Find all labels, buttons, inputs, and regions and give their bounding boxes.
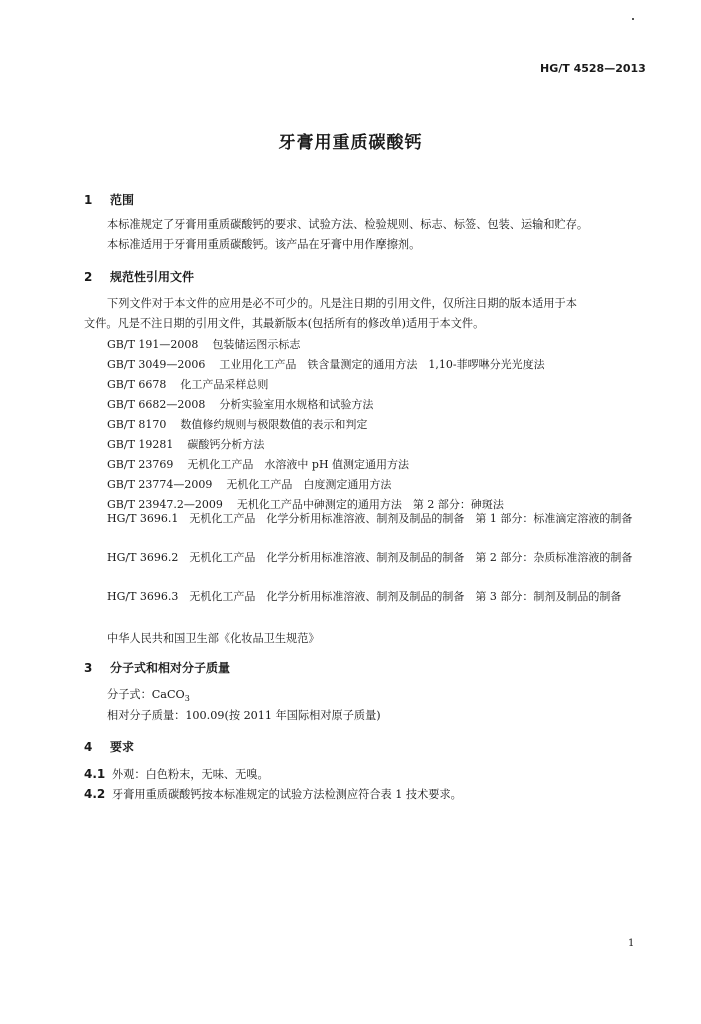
reference-title: 碳酸钙分析方法 <box>187 438 265 451</box>
reference-title: 数值修约规则与极限数值的表示和判定 <box>180 418 368 431</box>
scan-speck <box>632 18 634 20</box>
clause-4-1 <box>84 766 269 783</box>
reference-code: GB/T 6678 <box>107 378 167 391</box>
reference-code: GB/T 23774—2009 <box>107 478 213 491</box>
molecular-formula <box>107 686 190 707</box>
section-number: 3 <box>84 661 93 675</box>
hg-reference-item <box>84 508 644 529</box>
formula-text: 分子式：CaCO <box>107 688 185 701</box>
formula-subscript: 3 <box>184 694 190 704</box>
reference-item <box>107 476 391 492</box>
hg-reference-text: HG/T 3696.3 无机化工产品 化学分析用标准溶液、制剂及制品的制备 第 3 部分：制剂及制品的制备 <box>107 590 622 603</box>
section-3-heading <box>84 659 230 676</box>
reference-item <box>107 396 373 412</box>
reference-title: 工业用化工产品 铁含量测定的通用方法 1,10-菲啰啉分光光度法 <box>219 358 545 371</box>
scope-paragraph-1: 本标准规定了牙膏用重质碳酸钙的要求、试验方法、检验规则、标志、标签、包装、运输和贮存。 <box>107 218 589 231</box>
reference-code: GB/T 23947.2—2009 <box>107 498 223 511</box>
reference-code: GB/T 8170 <box>107 418 167 431</box>
scope-paragraph-2: 本标准适用于牙膏用重质碳酸钙。该产品在牙膏中用作摩擦剂。 <box>107 238 421 251</box>
clause-4-2 <box>84 786 462 803</box>
section-title: 规范性引用文件 <box>110 270 195 284</box>
reference-title: 无机化工产品 白度测定通用方法 <box>226 478 392 491</box>
reference-code: GB/T 6682—2008 <box>107 398 206 411</box>
reference-title: 无机化工产品中砷测定的通用方法 第 2 部分：砷斑法 <box>236 498 504 511</box>
reference-title: 化工产品采样总则 <box>180 378 269 391</box>
reference-title: 包装储运图示标志 <box>212 338 301 351</box>
standard-id: HG/T 4528—2013 <box>540 62 646 75</box>
reference-code: GB/T 3049—2006 <box>107 358 206 371</box>
clause-text: 牙膏用重质碳酸钙按本标准规定的试验方法检测应符合表 1 技术要求。 <box>112 788 462 801</box>
section-2-heading <box>84 268 194 285</box>
reference-code: GB/T 191—2008 <box>107 338 199 351</box>
document-title: 牙膏用重质碳酸钙 <box>278 133 423 153</box>
clause-text: 外观：白色粉末，无味、无嗅。 <box>112 768 269 781</box>
section-number: 1 <box>84 193 93 207</box>
clause-number: 4.1 <box>84 767 106 781</box>
clause-number: 4.2 <box>84 787 106 801</box>
reference-title: 无机化工产品 水溶液中 pH 值测定通用方法 <box>187 458 410 471</box>
reference-item <box>107 356 545 372</box>
reference-code: GB/T 19281 <box>107 438 174 451</box>
reference-item <box>107 436 264 452</box>
references-intro-line-1: 下列文件对于本文件的应用是必不可少的。凡是注日期的引用文件，仅所注日期的版本适用于本 <box>107 297 577 310</box>
section-title: 范围 <box>110 193 135 207</box>
section-4-heading <box>84 738 134 755</box>
hg-reference-text: HG/T 3696.2 无机化工产品 化学分析用标准溶液、制剂及制品的制备 第 2 部分：杂质标准溶液的制备 <box>107 551 633 564</box>
regulation-reference: 中华人民共和国卫生部《化妆品卫生规范》 <box>107 632 320 645</box>
section-1-heading <box>84 191 134 208</box>
section-title: 要求 <box>110 740 135 754</box>
references-intro-line-2: 文件。凡是不注日期的引用文件，其最新版本(包括所有的修改单)适用于本文件。 <box>84 317 485 330</box>
reference-item <box>107 376 268 392</box>
section-title: 分子式和相对分子质量 <box>110 661 231 675</box>
reference-item <box>107 336 300 352</box>
section-number: 2 <box>84 270 93 284</box>
reference-title: 分析实验室用水规格和试验方法 <box>219 398 374 411</box>
hg-reference-text: HG/T 3696.1 无机化工产品 化学分析用标准溶液、制剂及制品的制备 第 1 部分：标准滴定溶液的制备 <box>107 512 633 525</box>
page-number: 1 <box>628 938 635 949</box>
hg-reference-item <box>84 586 644 607</box>
molecular-mass: 相对分子质量：100.09(按 2011 年国际相对原子质量) <box>107 709 381 722</box>
reference-code: GB/T 23769 <box>107 458 174 471</box>
section-number: 4 <box>84 740 93 754</box>
reference-item <box>107 456 409 472</box>
reference-item <box>107 416 367 432</box>
hg-reference-item <box>84 547 644 568</box>
